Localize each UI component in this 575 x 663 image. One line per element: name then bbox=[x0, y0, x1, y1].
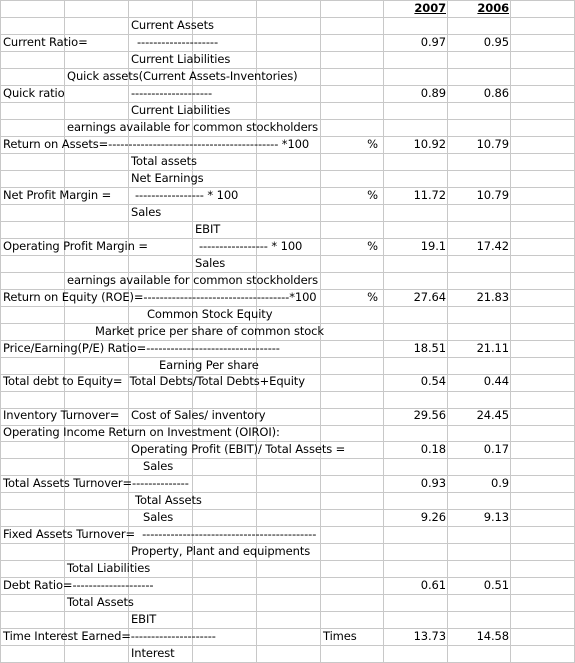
opm-unit: % bbox=[367, 239, 378, 253]
quick-ratio-2007: 0.89 bbox=[420, 86, 446, 100]
debt-to-equity-2006: 0.44 bbox=[483, 374, 509, 388]
fat-2007: 9.26 bbox=[420, 510, 446, 524]
opm-dashes: ----------------- * 100 bbox=[199, 239, 303, 253]
quick-ratio-label: Quick ratio bbox=[3, 86, 65, 100]
opm-label: Operating Profit Margin = bbox=[3, 239, 148, 253]
current-ratio-2006: 0.95 bbox=[483, 35, 509, 49]
fat-numerator: Sales bbox=[143, 510, 174, 524]
inventory-turnover-2006: 24.45 bbox=[476, 408, 509, 422]
opm-2006: 17.42 bbox=[476, 239, 509, 253]
opm-denominator: Sales bbox=[195, 256, 226, 270]
tie-numerator: EBIT bbox=[131, 612, 157, 626]
current-ratio-label: Current Ratio= bbox=[3, 35, 88, 49]
roe-numerator: earnings available for common stockholders bbox=[67, 273, 319, 287]
npm-unit: % bbox=[367, 188, 378, 202]
debt-to-equity-label: Total debt to Equity= Total Debts/Total Debts+Equity bbox=[3, 374, 305, 388]
debt-ratio-denominator: Total Assets bbox=[67, 595, 134, 609]
roa-unit: % bbox=[367, 137, 378, 151]
oiroi-2007: 0.18 bbox=[420, 442, 446, 456]
tat-denominator: Total Assets bbox=[135, 493, 202, 507]
roa-2006: 10.79 bbox=[476, 137, 509, 151]
year-2007-header: 2007 bbox=[414, 1, 446, 15]
npm-numerator: Net Earnings bbox=[131, 171, 204, 185]
roe-2006: 21.83 bbox=[476, 290, 509, 304]
roa-2007: 10.92 bbox=[413, 137, 446, 151]
pe-numerator: Market price per share of common stock bbox=[95, 324, 324, 338]
current-ratio-denominator: Current Liabilities bbox=[131, 52, 231, 66]
tat-2007: 0.93 bbox=[420, 476, 446, 490]
tat-2006: 0.9 bbox=[491, 476, 509, 490]
pe-label: Price/Earning(P/E) Ratio=--------------------------------- bbox=[3, 341, 280, 355]
tie-unit: Times bbox=[323, 629, 357, 643]
roe-unit: % bbox=[367, 290, 378, 304]
oiroi-heading: Operating Income Return on Investment (OIROI): bbox=[3, 425, 280, 439]
opm-2007: 19.1 bbox=[420, 239, 446, 253]
opm-numerator: EBIT bbox=[195, 222, 221, 236]
roe-denominator: Common Stock Equity bbox=[147, 307, 273, 321]
quick-ratio-numerator: Quick assets(Current Assets-Inventories) bbox=[67, 69, 298, 83]
npm-label: Net Profit Margin = bbox=[3, 188, 112, 202]
inventory-turnover-2007: 29.56 bbox=[413, 408, 446, 422]
tie-denominator: Interest bbox=[131, 646, 175, 660]
quick-ratio-denominator: Current Liabilities bbox=[131, 103, 231, 117]
pe-2006: 21.11 bbox=[476, 341, 509, 355]
tie-label: Time Interest Earned=--------------------- bbox=[3, 629, 216, 643]
fat-2006: 9.13 bbox=[483, 510, 509, 524]
tie-2006: 14.58 bbox=[476, 629, 509, 643]
oiroi-formula: Operating Profit (EBIT)/ Total Assets = bbox=[131, 442, 346, 456]
roa-label: Return on Assets=------------------------------------------ *100 bbox=[3, 137, 310, 151]
npm-dashes: ----------------- * 100 bbox=[135, 188, 239, 202]
year-2006-header: 2006 bbox=[477, 1, 509, 15]
fat-denominator: Property, Plant and equipments bbox=[131, 544, 311, 558]
npm-2007: 11.72 bbox=[413, 188, 446, 202]
tat-numerator: Sales bbox=[143, 459, 174, 473]
roa-denominator: Total assets bbox=[131, 154, 197, 168]
tat-label: Total Assets Turnover=-------------- bbox=[3, 476, 189, 490]
current-ratio-numerator: Current Assets bbox=[131, 18, 214, 32]
quick-ratio-dashes: -------------------- bbox=[131, 86, 212, 100]
roa-numerator: earnings available for common stockholders bbox=[67, 120, 319, 134]
debt-ratio-label: Debt Ratio=-------------------- bbox=[3, 578, 154, 592]
current-ratio-dashes: -------------------- bbox=[137, 35, 218, 49]
debt-ratio-numerator: Total Liabilities bbox=[67, 561, 151, 575]
debt-to-equity-2007: 0.54 bbox=[420, 374, 446, 388]
npm-2006: 10.79 bbox=[476, 188, 509, 202]
roe-label: Return on Equity (ROE)=------------------------------------*100 bbox=[3, 290, 317, 304]
oiroi-2006: 0.17 bbox=[483, 442, 509, 456]
debt-ratio-2007: 0.61 bbox=[420, 578, 446, 592]
quick-ratio-2006: 0.86 bbox=[483, 86, 509, 100]
inventory-turnover-label: Inventory Turnover= bbox=[3, 408, 120, 422]
inventory-turnover-formula: Cost of Sales/ inventory bbox=[131, 408, 266, 422]
debt-ratio-2006: 0.51 bbox=[483, 578, 509, 592]
pe-denominator: Earning Per share bbox=[159, 358, 259, 372]
pe-2007: 18.51 bbox=[413, 341, 446, 355]
tie-2007: 13.73 bbox=[413, 629, 446, 643]
npm-denominator: Sales bbox=[131, 205, 162, 219]
current-ratio-2007: 0.97 bbox=[420, 35, 446, 49]
roe-2007: 27.64 bbox=[413, 290, 446, 304]
fat-label: Fixed Assets Turnover= ------------------------------------------- bbox=[3, 527, 317, 541]
